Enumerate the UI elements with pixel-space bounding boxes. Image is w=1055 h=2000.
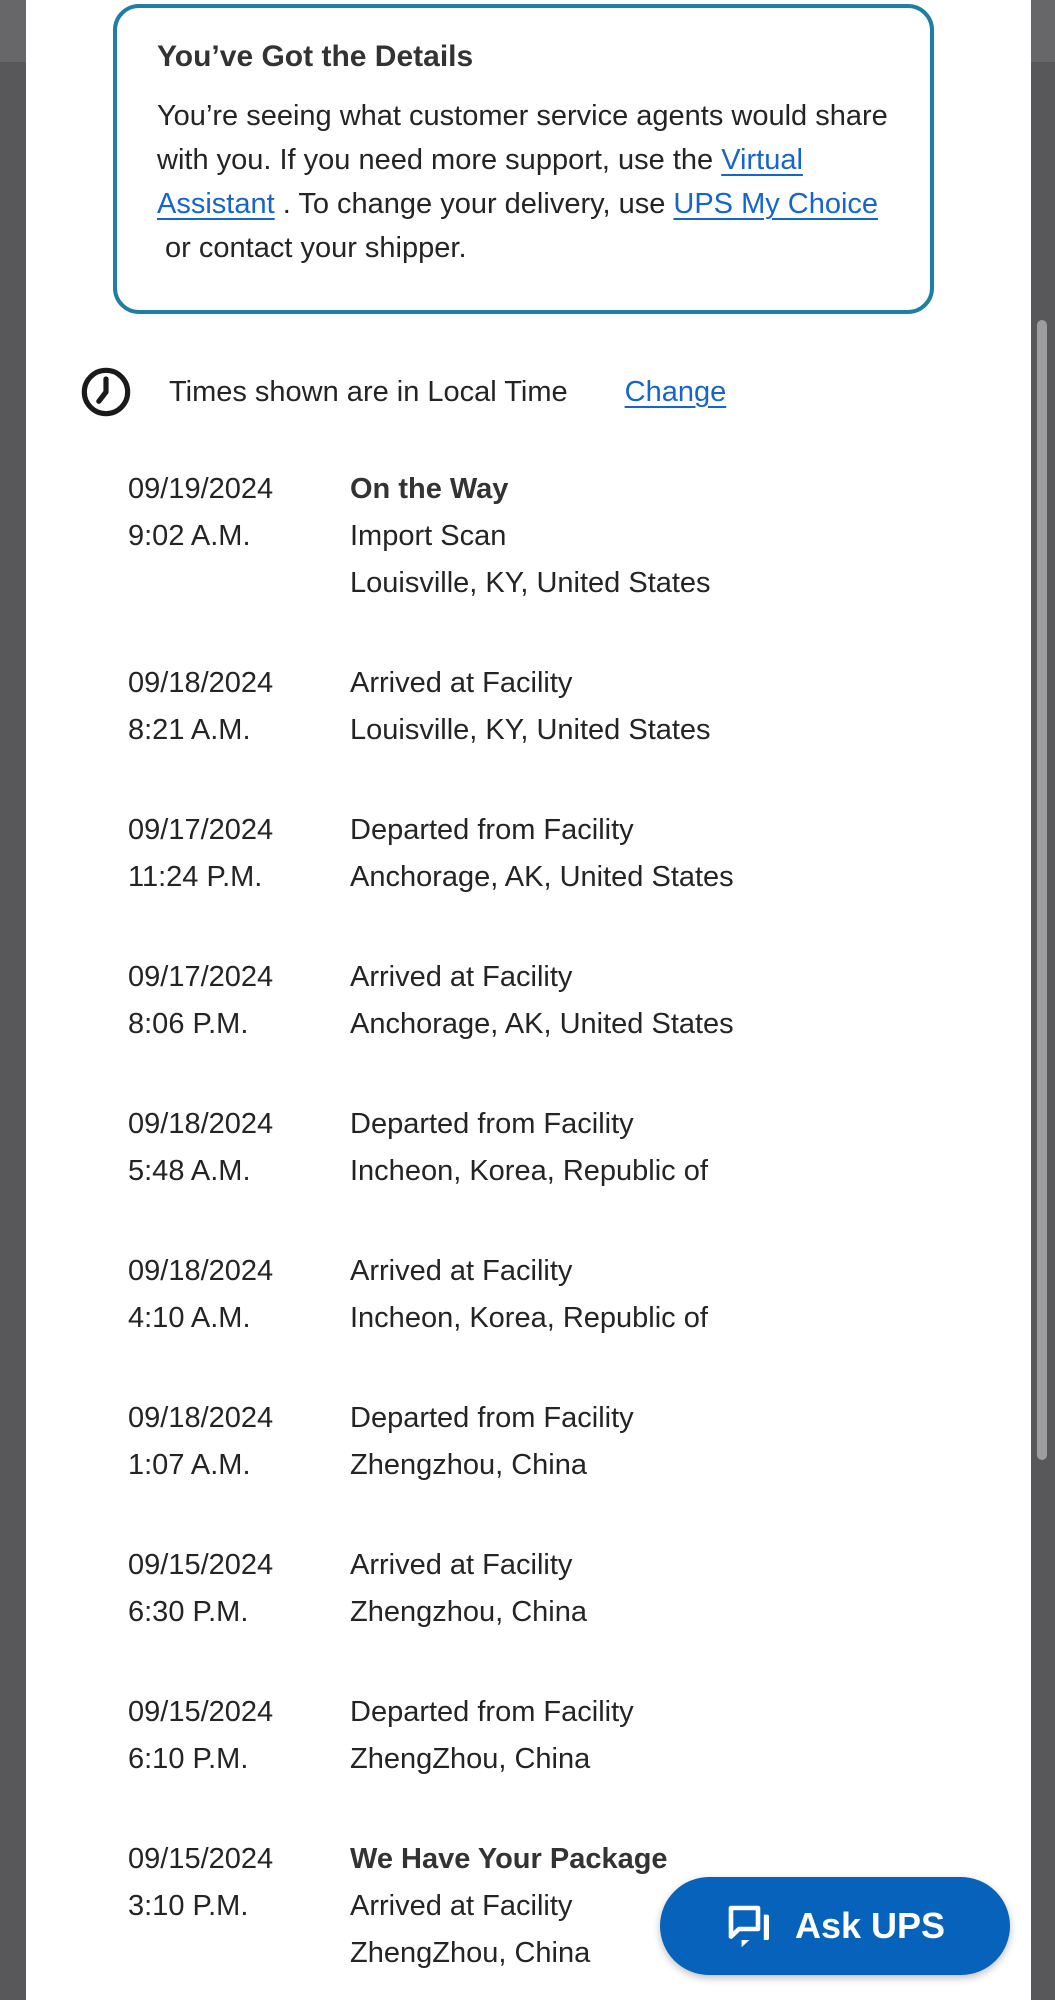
event-status-line: Arrived at Facility bbox=[350, 961, 573, 993]
tracking-event bbox=[128, 954, 1031, 1048]
event-details bbox=[350, 1101, 1031, 1195]
event-status-line: ZhengZhou, China bbox=[350, 1743, 591, 1775]
event-time: 11:24 P.M. bbox=[128, 861, 263, 893]
event-time: 8:21 A.M. bbox=[128, 714, 251, 746]
ups-my-choice-link[interactable]: UPS My Choice bbox=[673, 188, 879, 220]
info-box-title: You’ve Got the Details bbox=[157, 40, 474, 73]
chat-bubbles-icon bbox=[725, 1902, 773, 1950]
tracking-event bbox=[128, 660, 1031, 754]
event-status-line: Departed from Facility bbox=[350, 814, 634, 846]
event-status-line: Departed from Facility bbox=[350, 1108, 634, 1140]
event-time: 6:30 P.M. bbox=[128, 1596, 249, 1628]
local-time-row bbox=[80, 366, 1031, 418]
page-overlay-left bbox=[0, 0, 26, 2000]
event-date: 09/15/2024 bbox=[128, 1843, 274, 1875]
event-time: 5:48 A.M. bbox=[128, 1155, 251, 1187]
event-status-line: Zhengzhou, China bbox=[350, 1449, 587, 1481]
details-info-box bbox=[113, 4, 934, 314]
event-milestone: We Have Your Package bbox=[350, 1843, 668, 1875]
event-details bbox=[350, 807, 1031, 901]
clock-icon bbox=[80, 366, 132, 418]
tracking-event bbox=[128, 1395, 1031, 1489]
event-details bbox=[350, 1248, 1031, 1342]
event-details bbox=[350, 954, 1031, 1048]
event-status-line: Louisville, KY, United States bbox=[350, 714, 711, 746]
event-status-line: Louisville, KY, United States bbox=[350, 567, 711, 599]
event-datetime bbox=[128, 1542, 350, 1636]
event-details bbox=[350, 1395, 1031, 1489]
event-status-line: Anchorage, AK, United States bbox=[350, 1008, 734, 1040]
tracking-event bbox=[128, 1689, 1031, 1783]
event-time: 1:07 A.M. bbox=[128, 1449, 251, 1481]
tracking-event bbox=[128, 807, 1031, 901]
info-text-2: . To change your delivery, use bbox=[274, 188, 674, 220]
event-date: 09/17/2024 bbox=[128, 814, 274, 846]
event-status-line: Departed from Facility bbox=[350, 1402, 634, 1434]
shipment-details-panel bbox=[26, 0, 1031, 2000]
event-datetime bbox=[128, 466, 350, 607]
event-status-line: Anchorage, AK, United States bbox=[350, 861, 734, 893]
event-details bbox=[350, 1689, 1031, 1783]
event-status-line: Departed from Facility bbox=[350, 1696, 634, 1728]
event-time: 6:10 P.M. bbox=[128, 1743, 249, 1775]
event-datetime bbox=[128, 1689, 350, 1783]
event-datetime bbox=[128, 954, 350, 1048]
events-list bbox=[128, 466, 1031, 1977]
event-datetime bbox=[128, 1836, 350, 1977]
event-datetime bbox=[128, 1395, 350, 1489]
page-overlay-right bbox=[1031, 0, 1055, 2000]
event-date: 09/19/2024 bbox=[128, 473, 274, 505]
event-status-line: Zhengzhou, China bbox=[350, 1596, 587, 1628]
event-status-line: Arrived at Facility bbox=[350, 1255, 573, 1287]
event-status-line: Arrived at Facility bbox=[350, 1890, 573, 1922]
event-datetime bbox=[128, 807, 350, 901]
event-date: 09/18/2024 bbox=[128, 1108, 274, 1140]
local-time-label: Times shown are in Local Time bbox=[169, 375, 568, 408]
ask-ups-label: Ask UPS bbox=[794, 1905, 946, 1946]
event-time: 3:10 P.M. bbox=[128, 1890, 249, 1922]
virtual-assistant-link[interactable]: Virtual Assistant bbox=[157, 144, 803, 220]
event-datetime bbox=[128, 660, 350, 754]
event-details bbox=[350, 1542, 1031, 1636]
event-time: 4:10 A.M. bbox=[128, 1302, 251, 1334]
info-text-3: or contact your shipper. bbox=[157, 232, 467, 264]
event-status-line: ZhengZhou, China bbox=[350, 1937, 591, 1969]
event-details bbox=[350, 466, 1031, 607]
event-date: 09/18/2024 bbox=[128, 1255, 274, 1287]
change-timezone-link[interactable]: Change bbox=[624, 375, 727, 408]
event-datetime bbox=[128, 1101, 350, 1195]
event-date: 09/18/2024 bbox=[128, 667, 274, 699]
page-overlay-right-top bbox=[1031, 0, 1055, 62]
event-status-line: Arrived at Facility bbox=[350, 667, 573, 699]
info-text-1: You’re seeing what customer service agents would share with you. If you need more support, use the bbox=[157, 100, 888, 176]
event-time: 8:06 P.M. bbox=[128, 1008, 249, 1040]
event-date: 09/18/2024 bbox=[128, 1402, 274, 1434]
tracking-event bbox=[128, 1248, 1031, 1342]
tracking-event bbox=[128, 1101, 1031, 1195]
event-details bbox=[350, 660, 1031, 754]
event-status-line: Arrived at Facility bbox=[350, 1549, 573, 1581]
event-datetime bbox=[128, 1248, 350, 1342]
tracking-event bbox=[128, 1542, 1031, 1636]
event-date: 09/17/2024 bbox=[128, 961, 274, 993]
scrollbar-thumb[interactable] bbox=[1037, 320, 1047, 1460]
event-status-line: Incheon, Korea, Republic of bbox=[350, 1302, 708, 1334]
event-time: 9:02 A.M. bbox=[128, 520, 251, 552]
page-overlay-left-top bbox=[0, 0, 26, 62]
event-date: 09/15/2024 bbox=[128, 1696, 274, 1728]
tracking-event bbox=[128, 466, 1031, 607]
event-date: 09/15/2024 bbox=[128, 1549, 274, 1581]
event-status-line: Incheon, Korea, Republic of bbox=[350, 1155, 708, 1187]
info-box-body bbox=[157, 94, 892, 270]
event-status-line: Import Scan bbox=[350, 520, 507, 552]
ask-ups-button[interactable] bbox=[660, 1877, 1010, 1975]
event-milestone: On the Way bbox=[350, 473, 509, 505]
